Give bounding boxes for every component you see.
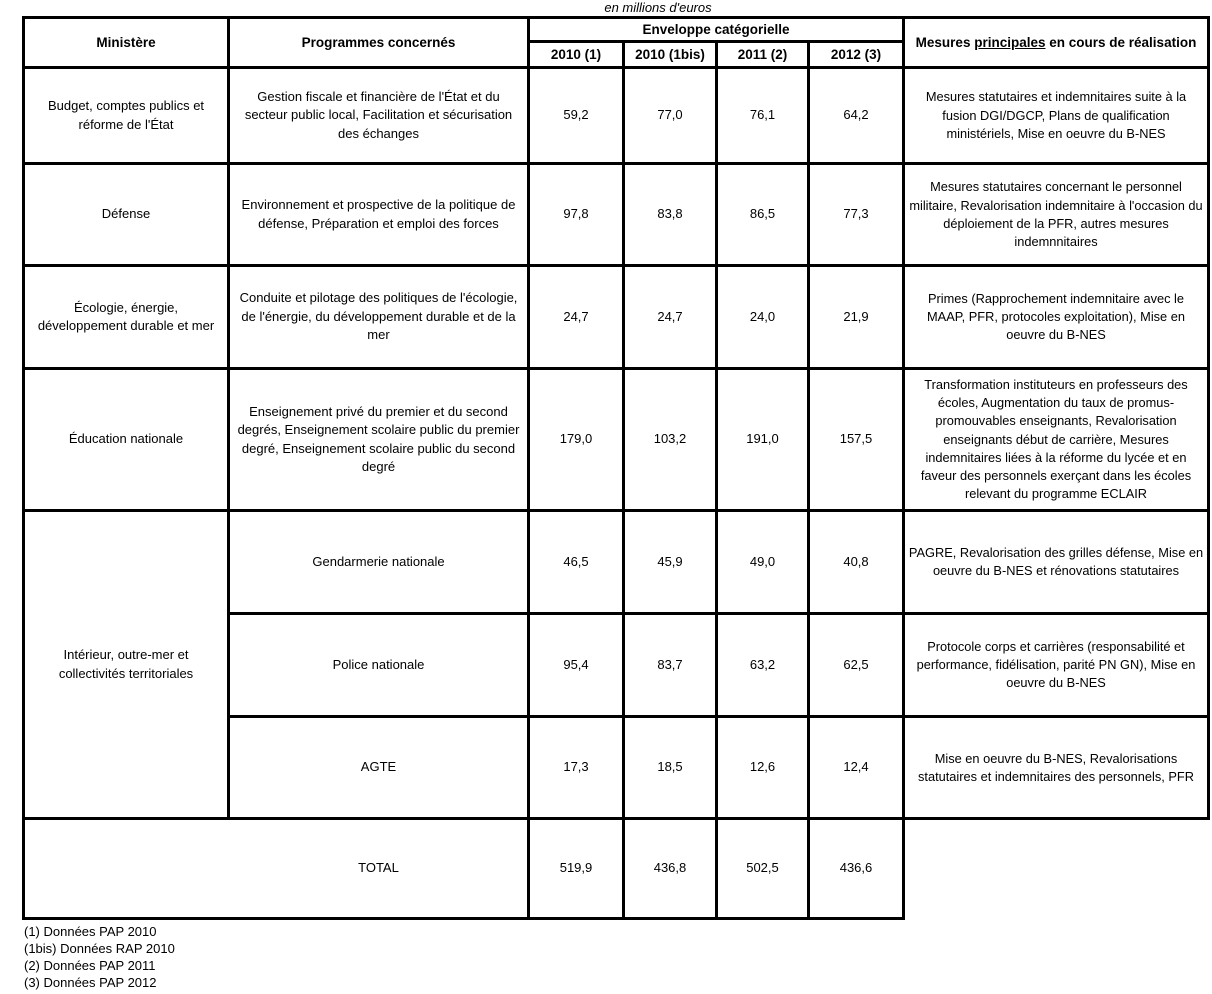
value-cell: 21,9 (810, 267, 905, 370)
footnote-line: (1bis) Données RAP 2010 (24, 941, 175, 957)
value-cell: 86,5 (718, 165, 810, 267)
col-header-programmes: Programmes concernés (230, 16, 530, 69)
ministry-cell: Intérieur, outre-mer et collectivités territoriales (22, 512, 230, 820)
mesures-cell: Mise en oeuvre du B-NES, Revalorisations statutaires et indemnitaires des personnels, PFR (905, 718, 1210, 820)
table-row (22, 370, 1210, 512)
footnote-line: (2) Données PAP 2011 (24, 958, 156, 974)
ministry-cell: Budget, comptes publics et réforme de l'État (22, 69, 230, 165)
value-cell: 49,0 (718, 512, 810, 615)
value-cell: 83,8 (625, 165, 718, 267)
value-cell: 46,5 (530, 512, 625, 615)
mesures-header-post: en cours de réalisation (1049, 35, 1197, 50)
table-row (22, 69, 1210, 165)
total-empty-left-cell (22, 820, 230, 920)
value-cell: 76,1 (718, 69, 810, 165)
col-header-ministere: Ministère (22, 16, 230, 69)
col-header-mesures (905, 16, 1210, 69)
footnote-line: (1) Données PAP 2010 (24, 924, 157, 940)
mesures-cell: PAGRE, Revalorisation des grilles défense, Mise en oeuvre du B-NES et rénovations statutaires (905, 512, 1210, 615)
value-cell: 77,0 (625, 69, 718, 165)
value-cell: 63,2 (718, 615, 810, 718)
value-cell: 191,0 (718, 370, 810, 512)
mesures-cell: Mesures statutaires concernant le personnel militaire, Revalorisation indemnitaire à l'occasion du déploiement de la PFR, autres mesures indemnnitaires (905, 165, 1210, 267)
value-cell: 17,3 (530, 718, 625, 820)
table-row (22, 267, 1210, 370)
mesures-cell: Protocole corps et carrières (responsabilité et performance, fidélisation, parité PN GN), Mise en oeuvre du B-NES (905, 615, 1210, 718)
col-header-year-2010-1bis: 2010 (1bis) (625, 43, 718, 69)
value-cell: 24,7 (530, 267, 625, 370)
footnotes (24, 920, 1212, 991)
ministry-cell: Éducation nationale (22, 370, 230, 512)
value-cell: 103,2 (625, 370, 718, 512)
value-cell: 24,7 (625, 267, 718, 370)
value-cell: 157,5 (810, 370, 905, 512)
table-row (22, 165, 1210, 267)
programme-cell: Gestion fiscale et financière de l'État et du secteur public local, Facilitation et sécurisation des échanges (230, 69, 530, 165)
mesures-cell: Mesures statutaires et indemnitaires suite à la fusion DGI/DGCP, Plans de qualification ministériels, Mise en oeuvre du B-NES (905, 69, 1210, 165)
total-value-cell: 519,9 (530, 820, 625, 920)
footnote-line: (3) Données PAP 2012 (24, 975, 157, 991)
table-row (22, 512, 1210, 615)
total-value-cell: 436,6 (810, 820, 905, 920)
value-cell: 18,5 (625, 718, 718, 820)
mesures-cell: Transformation instituteurs en professeurs des écoles, Augmentation du taux de promus-promouvables enseignants, Revalorisation enseignants début de carrière, Mesures indemnitaires liées à la réforme du lycée et en faveur des personnels exerçant dans les écoles relevant du programme ECLAIR (905, 370, 1210, 512)
programme-cell: Enseignement privé du premier et du second degrés, Enseignement scolaire public du premier degré, Enseignement scolaire public du second degré (230, 370, 530, 512)
unit-caption: en millions d'euros (604, 0, 712, 15)
value-cell: 77,3 (810, 165, 905, 267)
value-cell: 45,9 (625, 512, 718, 615)
programme-cell: Conduite et pilotage des politiques de l'écologie, de l'énergie, du développement durable et de la mer (230, 267, 530, 370)
header-row-top (22, 16, 1210, 43)
col-header-year-2010-1: 2010 (1) (530, 43, 625, 69)
ministry-cell: Écologie, énergie, développement durable et mer (22, 267, 230, 370)
value-cell: 97,8 (530, 165, 625, 267)
col-header-year-2012-3: 2012 (3) (810, 43, 905, 69)
value-cell: 95,4 (530, 615, 625, 718)
ministry-cell: Défense (22, 165, 230, 267)
total-value-cell: 502,5 (718, 820, 810, 920)
total-label-cell: TOTAL (230, 820, 530, 920)
programme-cell: Gendarmerie nationale (230, 512, 530, 615)
total-value-cell: 436,8 (625, 820, 718, 920)
value-cell: 64,2 (810, 69, 905, 165)
value-cell: 12,4 (810, 718, 905, 820)
value-cell: 24,0 (718, 267, 810, 370)
programme-cell: AGTE (230, 718, 530, 820)
budget-table (22, 16, 1210, 920)
total-row (22, 820, 1210, 920)
value-cell: 12,6 (718, 718, 810, 820)
col-header-year-2011-2: 2011 (2) (718, 43, 810, 69)
value-cell: 59,2 (530, 69, 625, 165)
programme-cell: Police nationale (230, 615, 530, 718)
mesures-cell: Primes (Rapprochement indemnitaire avec le MAAP, PFR, protocoles exploitation), Mise en oeuvre du B-NES (905, 267, 1210, 370)
total-empty-right-cell (905, 820, 1210, 920)
mesures-header-pre: Mesures (915, 35, 971, 50)
programme-cell: Environnement et prospective de la politique de défense, Préparation et emploi des forces (230, 165, 530, 267)
value-cell: 83,7 (625, 615, 718, 718)
value-cell: 179,0 (530, 370, 625, 512)
value-cell: 62,5 (810, 615, 905, 718)
col-header-enveloppe: Enveloppe catégorielle (530, 16, 905, 43)
mesures-header-underlined: principales (974, 35, 1046, 50)
value-cell: 40,8 (810, 512, 905, 615)
